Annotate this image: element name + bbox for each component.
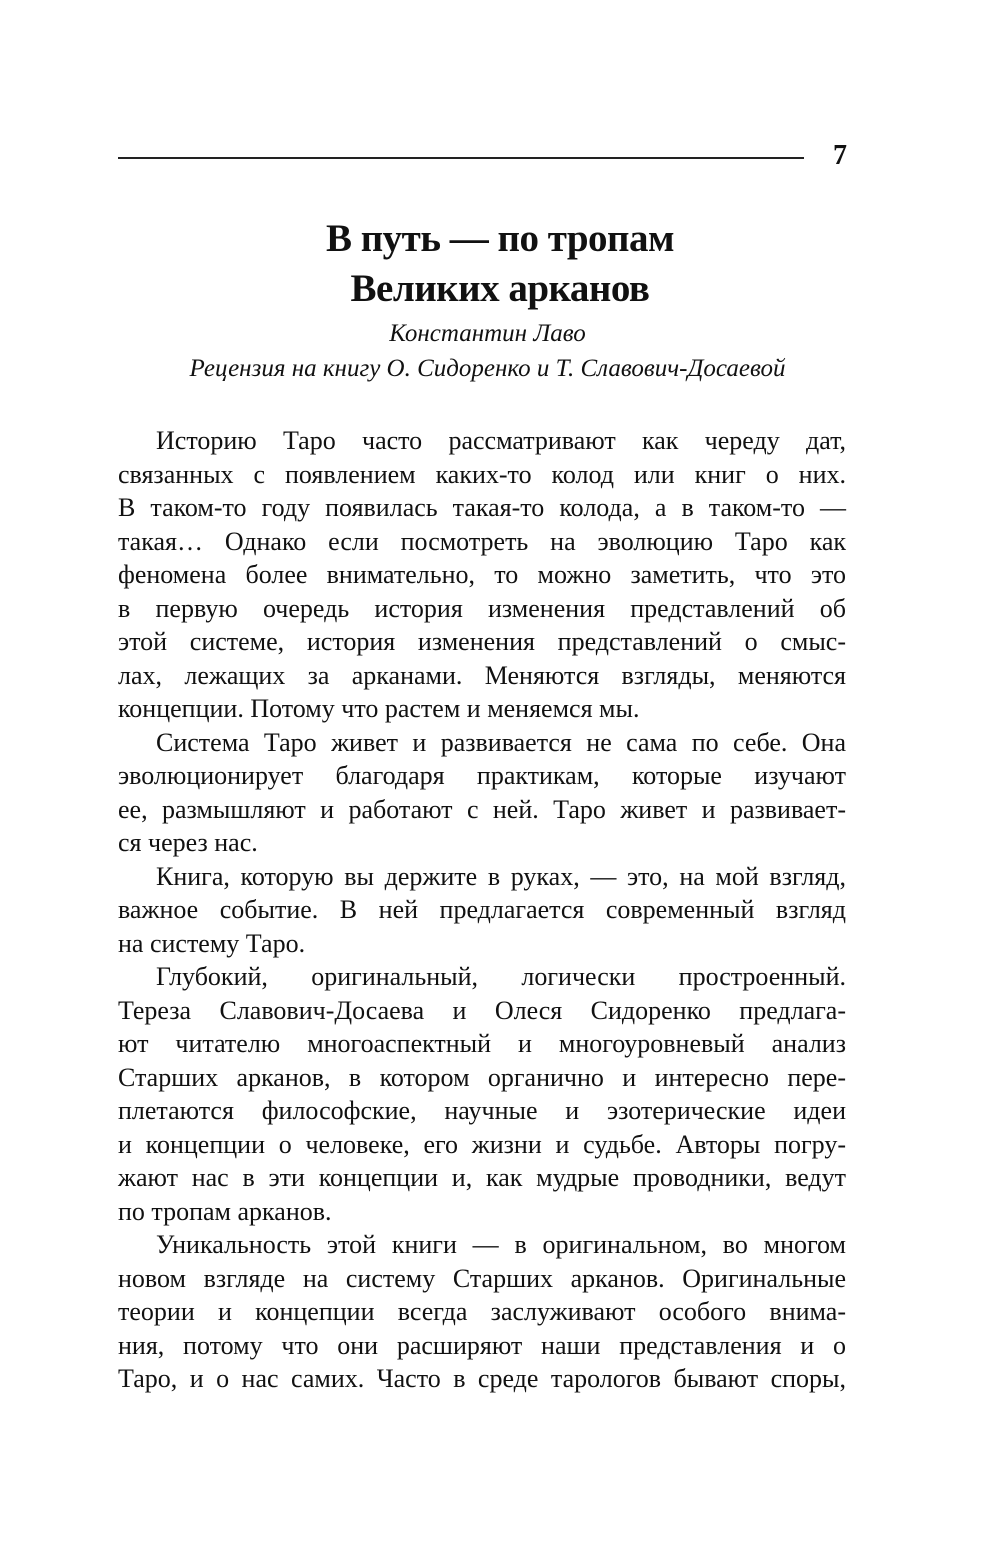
paragraph	[118, 726, 846, 860]
text-line: теории и концепции всегда заслуживают особого внима-	[118, 1297, 846, 1326]
text-line: эволюционирует благодаря практикам, которые изучают	[118, 761, 846, 790]
text-line: ния, потому что они расширяют наши представления и о	[118, 1330, 846, 1360]
text-line: новом взгляде на систему Старших арканов. Оригинальные	[118, 1263, 846, 1293]
text-line: Старших арканов, в котором органично и интересно пере-	[118, 1062, 846, 1092]
title-line: Великих арканов	[350, 267, 650, 310]
author-name: Константин Лаво	[389, 320, 586, 347]
review-subtitle: Рецензия на книгу О. Сидоренко и Т. Славович-Досаевой	[189, 355, 786, 382]
text-line: Книга, которую вы держите в руках, — это, на мой взгляд,	[156, 861, 846, 891]
text-line: такая… Однако если посмотреть на эволюцию Таро как	[118, 526, 846, 556]
text-line: Историю Таро часто рассматривают как череду дат,	[156, 426, 846, 455]
text-line: ее, размышляют и работают с ней. Таро живет и развивает-	[118, 794, 846, 824]
header-rule	[118, 157, 804, 159]
text-line: Система Таро живет и развивается не сама по себе. Она	[156, 727, 846, 757]
text-line: на систему Таро.	[118, 928, 306, 958]
text-line: этой системе, история изменения представлений о смыс-	[118, 627, 846, 656]
text-line: жают нас в эти концепции и, как мудрые проводники, ведут	[118, 1163, 846, 1192]
text-line: Тереза Славович-Досаева и Олеся Сидоренко предлага-	[118, 995, 846, 1025]
chapter-title	[0, 214, 1000, 314]
text-line: ся через нас.	[118, 828, 258, 857]
paragraph	[118, 1228, 846, 1396]
text-line: Глубокий, оригинальный, логически простроенный.	[156, 962, 846, 991]
text-line: Таро, и о нас самих. Часто в среде тарологов бывают споры,	[118, 1364, 846, 1393]
paragraph	[118, 960, 846, 1228]
title-line: В путь — по тропам	[325, 217, 675, 260]
text-line: важное событие. В ней предлагается современный взгляд	[118, 895, 846, 924]
page-number: 7	[833, 140, 847, 171]
paragraph	[118, 860, 846, 961]
paragraph	[118, 424, 846, 726]
text-line: связанных с появлением каких-то колод или книг о них.	[118, 459, 846, 489]
body-text	[118, 424, 846, 1396]
text-line: концепции. Потому что растем и меняемся мы.	[118, 694, 640, 723]
text-line: лах, лежащих за арканами. Меняются взгляды, меняются	[118, 660, 846, 690]
text-line: ют читателю многоаспектный и многоуровневый анализ	[118, 1029, 846, 1058]
text-line: феномена более внимательно, то можно заметить, что это	[118, 560, 846, 589]
text-line: плетаются философские, научные и эзотерические идеи	[118, 1096, 846, 1125]
text-line: В таком-то году появилась такая-то колода, а в таком-то —	[118, 493, 846, 522]
text-line: по тропам арканов.	[118, 1196, 332, 1226]
text-line: Уникальность этой книги — в оригинальном, во многом	[156, 1230, 846, 1259]
text-line: и концепции о человеке, его жизни и судьбе. Авторы погру-	[118, 1129, 846, 1159]
text-line: в первую очередь история изменения представлений об	[118, 593, 846, 623]
